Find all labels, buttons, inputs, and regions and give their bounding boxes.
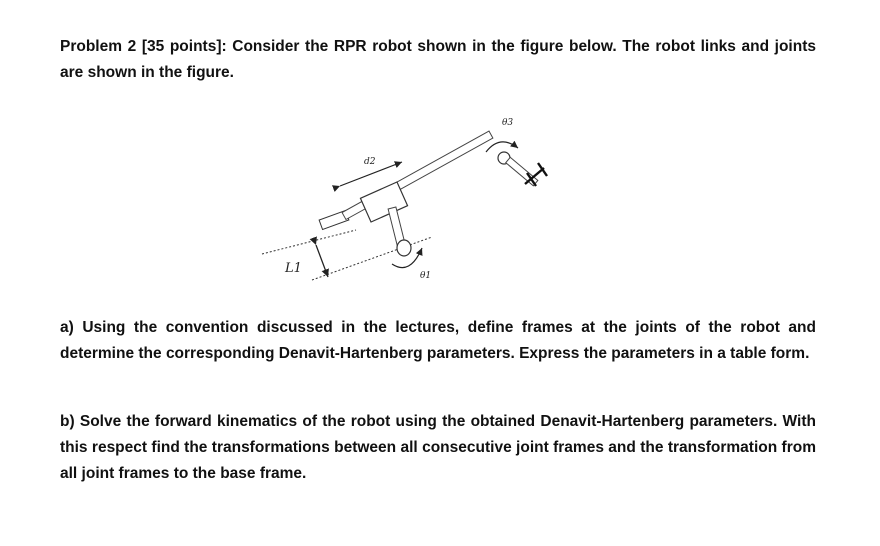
reference-line-lower [312, 237, 432, 280]
reference-line-upper [262, 230, 356, 254]
rpr-robot-figure [240, 108, 580, 298]
problem-heading: Problem 2 [35 points]: Consider the RPR robot shown in the figure below. The robot links and joints are shown in the figure. [60, 38, 816, 81]
part-b-text: b) Solve the forward kinematics of the robot using the obtained Denavit-Hartenberg parameters. With this respect find the transformations between all consecutive joint frames and the transformation from all joint frames to the base frame. [60, 413, 816, 482]
theta1-label: θ1 [420, 271, 432, 281]
d2-label: d2 [364, 157, 376, 167]
l1-dimension-arrow [316, 245, 328, 277]
l1-label: L1 [285, 261, 302, 276]
theta3-rotation-arrow [486, 142, 518, 152]
revolute-joint-1 [397, 240, 411, 256]
theta3-label: θ3 [502, 118, 514, 128]
part-a-text: a) Using the convention discussed in the lectures, define frames at the joints of the robot and determine the corresponding Denavit-Hartenberg parameters. Express the parameters in a table form. [60, 319, 816, 362]
